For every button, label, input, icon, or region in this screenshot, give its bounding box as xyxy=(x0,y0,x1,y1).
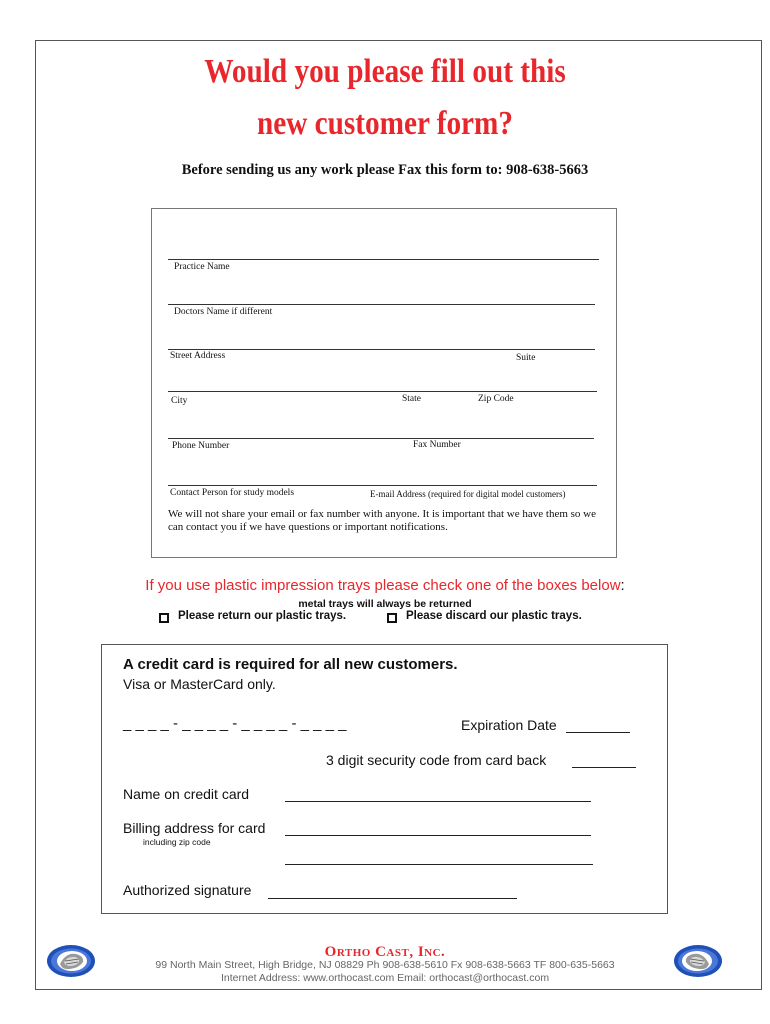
security-code-line[interactable] xyxy=(572,767,636,768)
expiration-line[interactable] xyxy=(566,732,630,733)
zip-code-label: Zip Code xyxy=(478,394,514,404)
doctors-name-label: Doctors Name if different xyxy=(174,307,273,317)
discard-trays-checkbox[interactable] xyxy=(387,613,397,623)
name-on-card-label: Name on credit card xyxy=(123,786,250,802)
customer-info-box xyxy=(151,208,617,558)
email-label: E-mail Address (required for digital model customers) xyxy=(370,489,566,499)
including-zip-label: including zip code xyxy=(143,837,211,847)
suite-label: Suite xyxy=(516,353,536,363)
company-internet: Internet Address: www.orthocast.com Email: orthocast@orthocast.com xyxy=(220,972,550,984)
title-line-1: Would you please fill out this xyxy=(204,53,566,90)
discard-trays-label: Please discard our plastic trays. xyxy=(406,610,582,622)
city-label: City xyxy=(171,396,188,406)
billing-address-line-1[interactable] xyxy=(285,835,591,836)
practice-name-label: Practice Name xyxy=(174,262,230,272)
plastic-trays-heading: If you use plastic impression trays please check one of the boxes below: xyxy=(145,577,625,594)
card-number-field[interactable]: _ _ _ _ - _ _ _ _ - _ _ _ _ - _ _ _ _ xyxy=(123,715,347,732)
name-on-card-line[interactable] xyxy=(285,801,591,802)
title-line-2: new customer form? xyxy=(256,105,514,142)
return-trays-label: Please return our plastic trays. xyxy=(178,610,347,622)
practice-name-line[interactable] xyxy=(168,259,599,260)
fax-instruction: Before sending us any work please Fax this form to: 908-638-5663 xyxy=(181,162,589,178)
fax-number-label: Fax Number xyxy=(413,440,461,450)
signature-line[interactable] xyxy=(268,898,517,899)
expiration-label: Expiration Date xyxy=(461,717,557,733)
company-address: 99 North Main Street, High Bridge, NJ 08829 Ph 908-638-5610 Fx 908-638-5663 TF 800-635-5663 xyxy=(155,959,615,971)
phone-line[interactable] xyxy=(168,438,594,439)
contact-line[interactable] xyxy=(168,485,597,486)
billing-address-line-2[interactable] xyxy=(285,864,593,865)
company-name: Ortho Cast, Inc. xyxy=(324,944,446,960)
signature-label: Authorized signature xyxy=(123,882,252,898)
doctors-name-line[interactable] xyxy=(168,304,595,305)
privacy-notice: We will not share your email or fax number with anyone. It is important that we have them so we can contact you if we have questions or important notifications. xyxy=(168,508,597,533)
credit-card-heading: A credit card is required for all new customers. xyxy=(123,656,458,673)
metal-trays-note: metal trays will always be returned xyxy=(298,598,472,610)
street-address-line[interactable] xyxy=(168,349,595,350)
return-trays-checkbox[interactable] xyxy=(159,613,169,623)
state-label: State xyxy=(402,394,421,404)
city-line[interactable] xyxy=(168,391,597,392)
security-code-label: 3 digit security code from card back xyxy=(326,752,547,768)
credit-card-subheading: Visa or MasterCard only. xyxy=(123,676,276,692)
street-address-label: Street Address xyxy=(170,351,226,361)
billing-address-label: Billing address for card xyxy=(123,820,266,836)
phone-number-label: Phone Number xyxy=(172,441,230,451)
contact-person-label: Contact Person for study models xyxy=(170,488,295,498)
